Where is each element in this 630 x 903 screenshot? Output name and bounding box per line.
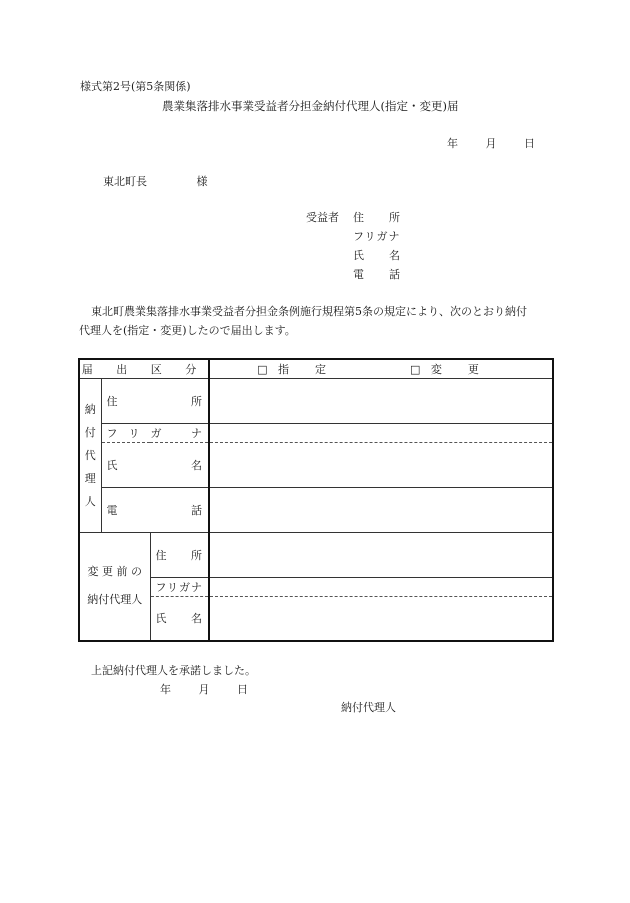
option-change[interactable]: □ 変更: [410, 362, 505, 376]
option-designate[interactable]: □ 指定: [257, 362, 353, 376]
agent-name-label: 氏 名: [101, 442, 209, 487]
agent-name-input[interactable]: [209, 442, 553, 487]
applicant-label: 受益者: [306, 211, 339, 224]
prev-name-input[interactable]: [209, 596, 553, 641]
table-row: [79, 378, 553, 423]
table-row: [79, 487, 553, 532]
signer-label: 納付代理人: [341, 701, 396, 714]
prev-address-input[interactable]: [209, 532, 553, 577]
table-row: [79, 532, 553, 577]
addressee: [103, 175, 208, 189]
body-text-line1: 東北町農業集落排水事業受益者分担金条例施行規程第5条の規定により、次のとおり納付: [91, 305, 527, 318]
agent-phone-input[interactable]: [209, 487, 553, 532]
body-text-line2: 代理人を(指定・変更)したので届出します。: [79, 324, 296, 337]
previous-agent-group-label: 変 更 前 の 納付代理人: [79, 532, 150, 641]
consent-date: 年 月 日: [160, 683, 248, 696]
form-number: 様式第2号(第5条関係): [80, 80, 191, 93]
prev-furigana-label: フリガナ: [150, 577, 209, 596]
agent-group-label: 納 付 代 理 人: [79, 378, 101, 532]
table-row: [79, 423, 553, 442]
checkbox-icon[interactable]: □: [410, 362, 421, 376]
submission-date: [447, 137, 535, 151]
applicant-furigana-label: フリガナ: [353, 230, 401, 243]
header-label-cell: 届 出 区 分: [79, 359, 209, 378]
agent-address-input[interactable]: [209, 378, 553, 423]
applicant-phone-label: 電 話: [353, 268, 400, 281]
agent-furigana-label: フ リ ガ ナ: [101, 423, 209, 442]
date-year: 年: [447, 137, 458, 150]
consent-text: 上記納付代理人を承諾しました。: [91, 664, 256, 677]
agent-phone-label: 電 話: [101, 487, 209, 532]
agent-furigana-input[interactable]: [209, 423, 553, 442]
form-title: 農業集落排水事業受益者分担金納付代理人(指定・変更)届: [162, 99, 459, 113]
checkbox-icon[interactable]: □: [257, 362, 268, 376]
agent-address-label: 住 所: [101, 378, 209, 423]
date-day: 日: [524, 137, 535, 150]
prev-furigana-input[interactable]: [209, 577, 553, 596]
addressee-name: 東北町長: [103, 175, 147, 188]
applicant-name-label: 氏 名: [353, 249, 400, 262]
table-row: [79, 577, 553, 596]
table-row: [79, 596, 553, 641]
notification-type-cell: [209, 359, 553, 378]
prev-name-label: 氏 名: [150, 596, 209, 641]
table-row: [79, 442, 553, 487]
addressee-honorific: 様: [196, 175, 208, 188]
applicant-address-label: 住 所: [353, 211, 400, 224]
agent-form-table: [78, 358, 554, 642]
date-month: 月: [485, 137, 497, 150]
table-row-header: [79, 359, 553, 378]
prev-address-label: 住 所: [150, 532, 209, 577]
